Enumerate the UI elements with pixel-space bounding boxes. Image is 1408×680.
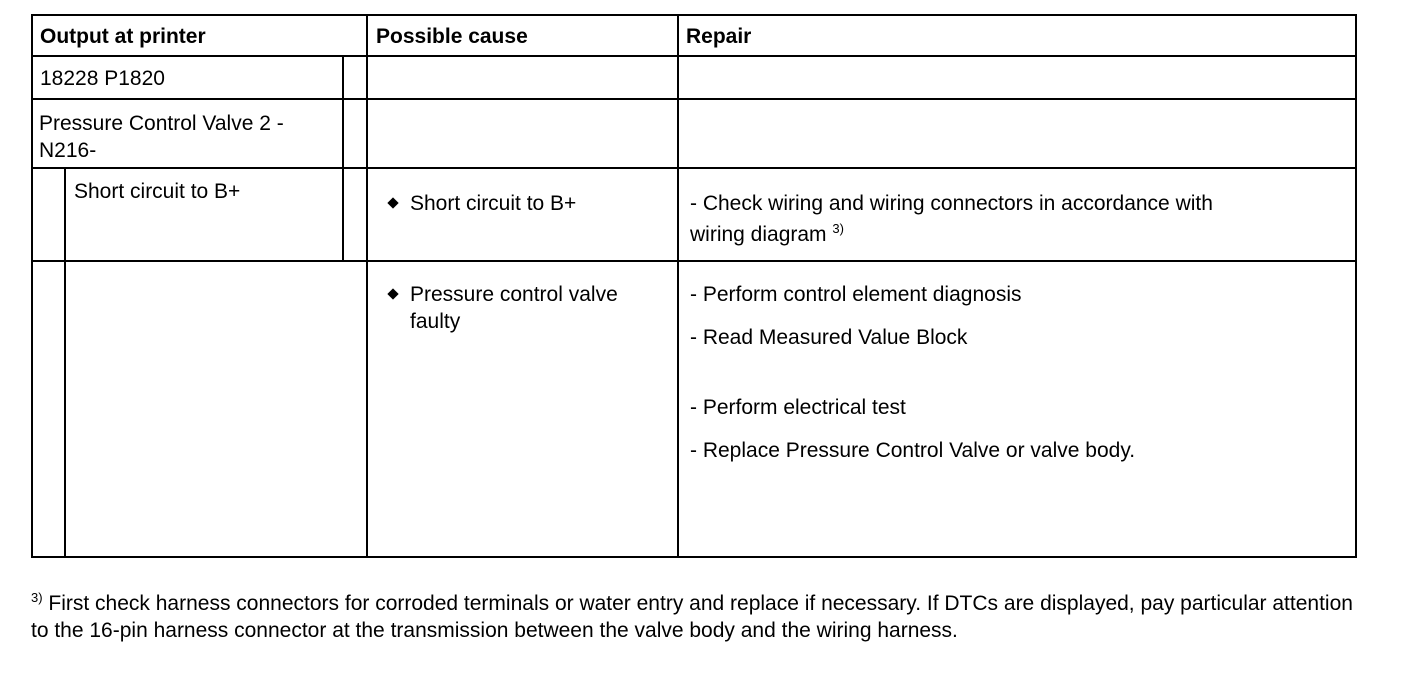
repair-wiring-diagram-text: wiring diagram	[690, 223, 827, 246]
diagnostic-table	[31, 14, 1357, 558]
col-divider-cause	[366, 14, 368, 558]
footnote-text: First check harness connectors for corroded terminals or water entry and replace if necessary. If DTCs are displayed, pay particular attention to the 16-pin harness connector at the transmission between the valve body and the wiring harness.	[31, 592, 1353, 642]
indent-col-divider	[64, 167, 66, 558]
fault-type: Short circuit to B+	[74, 180, 241, 203]
row-divider-component	[31, 167, 1357, 169]
repair-replace-valve: - Replace Pressure Control Valve or valve body.	[690, 439, 1136, 462]
header-divider	[31, 55, 1357, 57]
repair-check-wiring-line1: - Check wiring and wiring connectors in accordance with	[690, 192, 1213, 215]
header-output: Output at printer	[40, 25, 206, 48]
component-name: Pressure Control Valve 2 - N216-	[39, 112, 284, 162]
row-divider-code	[31, 98, 1357, 100]
footnote-ref: 3)	[832, 221, 844, 236]
fault-code: 18228 P1820	[40, 67, 165, 90]
footnote-marker: 3)	[31, 590, 43, 605]
repair-electrical-test: - Perform electrical test	[690, 396, 906, 419]
inner-col-divider	[342, 55, 344, 262]
col-divider-repair	[677, 14, 679, 558]
repair-read-mvb: - Read Measured Value Block	[690, 326, 968, 349]
row-divider-fault	[31, 260, 1357, 262]
cause-short-circuit: Short circuit to B+	[410, 192, 577, 215]
repair-check-wiring-line2	[690, 221, 844, 248]
cause-valve-faulty: Pressure control valve faulty	[410, 283, 618, 333]
repair-control-element: - Perform control element diagnosis	[690, 283, 1022, 306]
header-repair: Repair	[686, 25, 752, 48]
header-cause: Possible cause	[376, 25, 528, 48]
footnote	[31, 590, 1361, 644]
